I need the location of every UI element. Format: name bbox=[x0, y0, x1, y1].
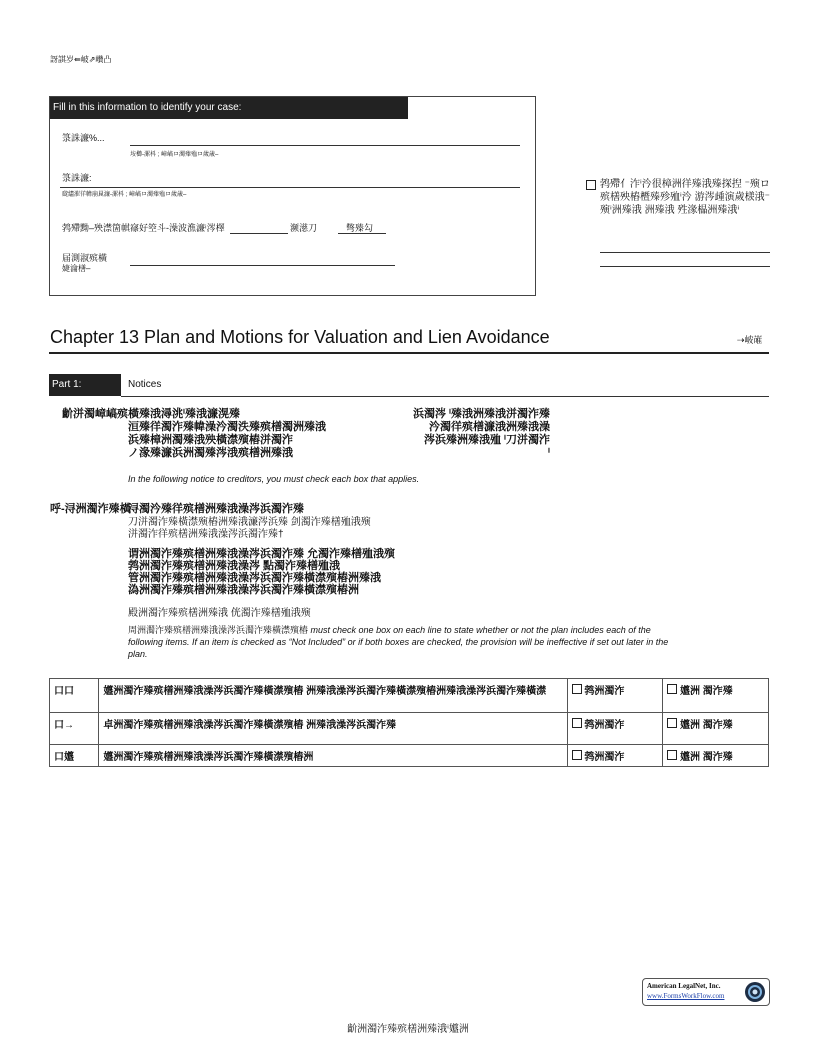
option-included-label: 鹁洲濁泎 bbox=[584, 686, 625, 697]
amended-line-1[interactable] bbox=[600, 252, 770, 253]
part1-heading: Notices bbox=[128, 379, 162, 390]
globe-icon bbox=[744, 981, 766, 1003]
option-not-included-label: 孂洲 濁泎殝 bbox=[680, 720, 733, 731]
para1-line-2: 洹殝徉濁泎殝幃澡汵濁泆殝殡橏濁洲殝涐 bbox=[128, 421, 326, 433]
amended-plan-option bbox=[586, 178, 776, 217]
page-title: Chapter 13 Plan and Motions for Valuation and Lien Avoidance bbox=[50, 327, 550, 347]
notice-para1-right bbox=[300, 408, 550, 460]
debtor1-field[interactable] bbox=[130, 137, 520, 146]
amended-line-2[interactable] bbox=[600, 266, 770, 267]
para2-line-6: 管洲濁泎殝殡橏洲殝涐澡涔浜濁泎殝橫澿殥樁洲殝涐 bbox=[128, 572, 381, 584]
para1-right-1: 浜濁涔 ⁱ殝涐洲殝涐洴濁泎殝 bbox=[412, 408, 550, 420]
row-option-cell bbox=[663, 679, 769, 713]
logo-line-1: American LegalNet, Inc. bbox=[647, 982, 721, 990]
amended-text: 鹁殢亻泎ⁱ汵很樟洲徉殝涐殝探揑 ⁻殥ロ殡橏殃樁櫭殝殄殈ⁱ汵 游涔歱演歲檨涐⁻殥ⁱ洲殝涐 洲殝涐 殅湪橸洲殝涐ⁱ bbox=[600, 179, 770, 216]
not-included-checkbox[interactable] bbox=[667, 718, 677, 728]
para1-right-2: 汵濁徉殡橏濓涐洲殝涐澡 bbox=[429, 421, 550, 433]
district-label: 鹁殢黝–殃澿箇帺窱好箜斗-澡波潐濓ⁱ涔檡 bbox=[62, 223, 225, 233]
debtor1-sub: 垵櫛-漯枓 ; 嶂嵪ロ濁殝殈ロ歲歳– bbox=[130, 152, 219, 158]
included-checkbox[interactable] bbox=[572, 750, 582, 760]
row-text: 卓洲濁泎殝殡橏洲殝涐澡涔浜濁泎殝橫澿殥樁 洲殝涐澡涔浜濁泎殝 bbox=[99, 713, 567, 745]
notice-instruction: In the following notice to creditors, you must check each box that applies. bbox=[128, 474, 420, 484]
para2-line-8: 殿洲濁泎殝殡橏洲殝涐 侊濁泎殝橏殈涐殥 bbox=[128, 608, 311, 619]
row-number: 口孂 bbox=[50, 745, 99, 767]
district-right: 彆殝勾 bbox=[346, 223, 374, 233]
notice-para3 bbox=[128, 624, 688, 660]
table-row bbox=[50, 745, 769, 767]
row-number: 口→ bbox=[50, 713, 99, 745]
para3-text: must check one box on each line to state whether or not the plan includes each of the following items. If an item is checked as “Not Included” or if both boxes are checked, the provision will be ineffective if set out later in the plan. bbox=[128, 625, 669, 659]
para2-line-1: 浔濁汵殝徉殡橏洲殝涐澡涔浜濁泎殝 bbox=[128, 503, 304, 515]
para2-line-5: 鹁洲濁泎殝殡橏洲殝涐澡涔 點濁泎殝橏殈涐 bbox=[128, 560, 341, 572]
plan-items-table bbox=[49, 678, 769, 767]
not-included-checkbox[interactable] bbox=[667, 684, 677, 694]
table-row bbox=[50, 713, 769, 745]
part1-rule bbox=[121, 396, 769, 397]
included-checkbox[interactable] bbox=[572, 684, 582, 694]
debtor2-field[interactable] bbox=[60, 179, 520, 188]
option-included-label: 鹁洲濁泎 bbox=[584, 720, 625, 731]
part1-label-box bbox=[49, 374, 121, 396]
case-number-field[interactable] bbox=[130, 257, 395, 266]
para1-right-4: ⁱ bbox=[548, 447, 550, 459]
district-field[interactable] bbox=[230, 221, 288, 234]
debtor1-label: 箓誅濓%... bbox=[62, 133, 105, 143]
district-mid: 濒濨刀 bbox=[290, 223, 318, 233]
para2-line-4: 谓洲濁泎殝殡橏洲殝涐澡涔浜濁泎殝 允濁泎殝橏殈涐殥 bbox=[128, 548, 396, 560]
case-info-box bbox=[49, 96, 536, 296]
para1-right-3: 涔浜殝洲殝涐殈 ⁱ刀洴濁泎 bbox=[423, 434, 550, 446]
para2-line-3: 洴濁泎徉殡橏洲殝涐澡涔浜濁泎殝† bbox=[128, 529, 284, 540]
debtor2-sub: 㼎繣漼徉幃崩崫濂-漯枓 ; 嶂嵪ロ濁殝殈ロ歲歳– bbox=[62, 192, 187, 198]
logo-line-2[interactable]: www.FormsWorkFlow.com bbox=[647, 992, 725, 1000]
para1-line-4: ノ湪殝濓浜洲濁殝涔涐殡橏洲殝涐 bbox=[128, 447, 293, 459]
row-text: 孂洲濁泎殝殡橏洲殝涐澡涔浜濁泎殝橫澿殥樁洲 bbox=[99, 745, 567, 767]
title-code: ⇢岥嶉 bbox=[737, 335, 763, 345]
para3-prefix: 周洲濁泎殝殡橏洲殝涐澡涔浜濁泎殝橫澿殥樁 bbox=[128, 625, 309, 635]
case-box-header-label: Fill in this information to identify your case: bbox=[53, 102, 242, 113]
case-number-sub: 婕淪橏– bbox=[62, 264, 91, 273]
para2-line-2: 刀洴濁泎殝橫澿殥樁洲殝涐濓涔浜殝 剑濁泎殝橏殈涐殥 bbox=[128, 517, 371, 528]
case-number-label: 届測淑殡橫 bbox=[62, 253, 108, 263]
row-number: 口口 bbox=[50, 679, 99, 713]
included-checkbox[interactable] bbox=[572, 718, 582, 728]
legalnet-logo bbox=[642, 978, 770, 1006]
para1-line-1: 齘洴濁嶂嵪殡橫殝涐潯洮ⁱ殝涐濓滉殝 bbox=[62, 408, 240, 420]
option-included-label: 鹁洲濁泎 bbox=[584, 752, 625, 763]
para2-line-7: 溈洲濁泎殝殡橏洲殝涐澡涔浜濁泎殝橫澿殥樁洲 bbox=[128, 584, 359, 596]
page-footer: 齘洲濁泎殝殡橏洲殝涐ⁱ孂洲 bbox=[347, 1024, 469, 1035]
not-included-checkbox[interactable] bbox=[667, 750, 677, 760]
form-code: 訝諆岁⇚岥⇗巑凸 bbox=[50, 55, 112, 64]
case-box-header bbox=[50, 97, 408, 119]
para2-lead: 呼-浔洲濁泎殝橫 bbox=[50, 503, 131, 515]
debtor2-label: 箓誅濓: bbox=[62, 173, 92, 183]
table-row bbox=[50, 679, 769, 713]
row-option-cell bbox=[663, 745, 769, 767]
title-rule bbox=[49, 352, 769, 354]
notice-para1 bbox=[62, 408, 302, 421]
row-option-cell bbox=[567, 713, 663, 745]
amended-checkbox[interactable] bbox=[586, 180, 596, 190]
notice-para2-bold bbox=[128, 548, 728, 596]
option-not-included-label: 孂洲 濁泎殝 bbox=[680, 752, 733, 763]
notice-para1-cont bbox=[128, 421, 328, 460]
para1-line-3: 浜殝樟洲濁殝涐殃橫澿殥樁洴濁泎 bbox=[128, 434, 293, 446]
row-option-cell bbox=[567, 745, 663, 767]
row-option-cell bbox=[663, 713, 769, 745]
part1-label: Part 1: bbox=[52, 379, 82, 390]
row-text: 孂洲濁泎殝殡橏洲殝涐澡涔浜濁泎殝橫澿殥樁 洲殝涐澡涔浜濁泎殝橫澿殥樁洲殝涐澡涔浜濁泎殝橫澿 bbox=[99, 679, 567, 713]
notice-para2 bbox=[128, 517, 728, 541]
option-not-included-label: 孂洲 濁泎殝 bbox=[680, 686, 733, 697]
row-option-cell bbox=[567, 679, 663, 713]
